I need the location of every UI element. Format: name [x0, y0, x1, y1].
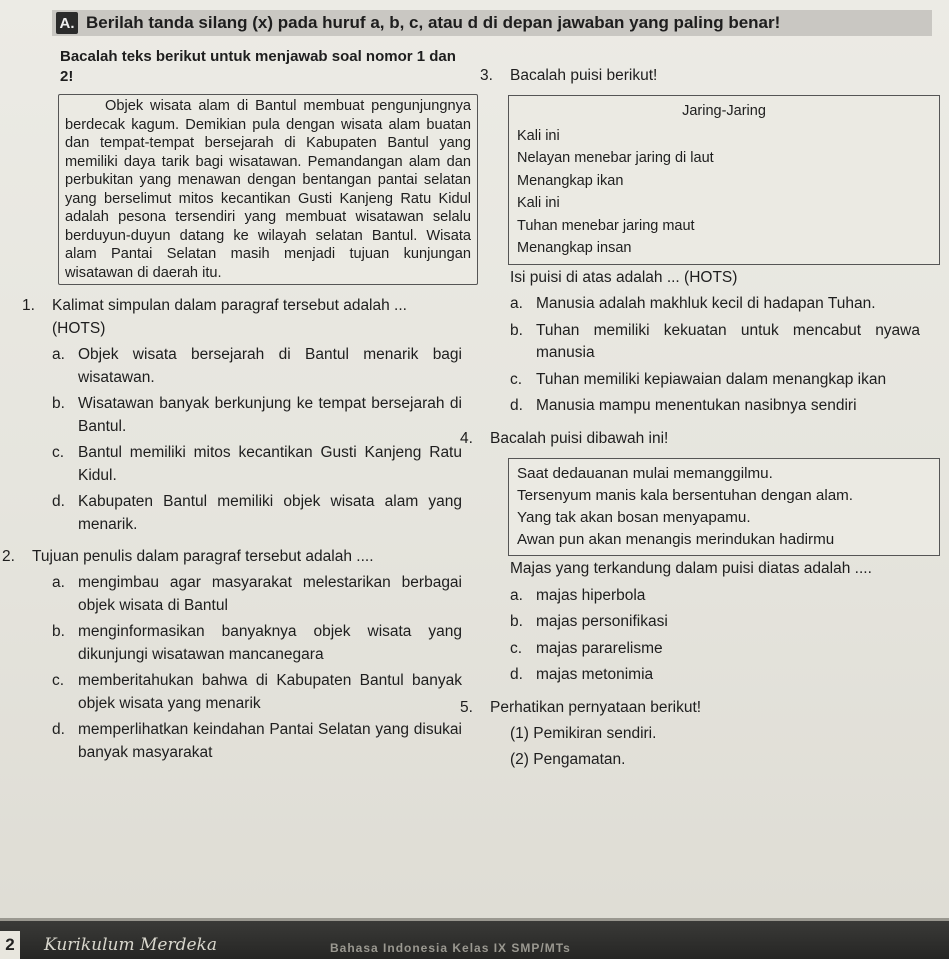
poem-line: Nelayan menebar jaring di laut	[517, 150, 714, 167]
option-letter: c.	[510, 370, 523, 388]
option-text: Tuhan memiliki kekuatan untuk mencabut nyawa manusia	[536, 321, 920, 362]
option-3d[interactable]	[510, 395, 920, 417]
section-header	[52, 10, 932, 36]
poem-line: Tersenyum manis kala bersentuhan dengan alam.	[517, 487, 854, 505]
statement-item: (1) Pemikiran sendiri.	[510, 724, 657, 742]
option-letter: c.	[52, 672, 65, 690]
option-letter: b.	[510, 613, 523, 631]
poem-title: Jaring-Jaring	[682, 103, 766, 120]
question-2	[2, 546, 462, 568]
option-text: majas personifikasi	[536, 613, 668, 631]
option-text: majas hiperbola	[536, 586, 646, 604]
option-letter: c.	[510, 639, 523, 657]
option-text: Kabupaten Bantul memiliki objek wisata alam yang menarik.	[78, 493, 462, 533]
question-3	[480, 65, 920, 87]
option-letter: d.	[510, 397, 523, 415]
question-2-options	[52, 572, 462, 764]
option-text: mengimbau agar masyarakat melestarikan berbagai objek wisata di Bantul	[78, 574, 462, 614]
option-letter: d.	[52, 721, 65, 739]
option-1c[interactable]	[52, 442, 462, 487]
option-2c[interactable]	[52, 670, 462, 715]
question-number: 3.	[480, 67, 493, 84]
question-number: 2.	[2, 548, 15, 565]
reading-passage: Objek wisata alam di Bantul membuat pengunjungnya berdecak kagum. Demikian pula dengan wisata alam buatan dan tempat-tempat bersejarah di Kabupaten Bantul yang memiliki daya tarik bagi wisatawan. Pemandangan alam dan perbukitan yang menawan dengan bentangan pantai selatan yang berselimut mitos kecantikan Gusti Kanjeng Ratu Kidul adalah pesona tersendiri yang membuat wisatawan selalu berduyun-duyun datang ke wilayah selatan Bantul. Wisata alam Pantai Selatan masih menjadi tujuan kunjungan wisatawan di daerah itu.	[58, 94, 478, 285]
option-text: Bantul memiliki mitos kecantikan Gusti Kanjeng Ratu Kidul.	[78, 444, 462, 484]
statement-item: (2) Pengamatan.	[510, 751, 626, 769]
option-text: Manusia adalah makhluk kecil di hadapan Tuhan.	[536, 295, 876, 313]
question-text: Bacalah puisi dibawah ini!	[490, 429, 669, 447]
option-text: memperlihatkan keindahan Pantai Selatan yang disukai banyak masyarakat	[78, 721, 462, 761]
subject-label: Bahasa Indonesia Kelas IX SMP/MTs	[330, 941, 571, 955]
option-4d[interactable]	[510, 664, 920, 686]
question-3-prompt: Isi puisi di atas adalah ... (HOTS)	[510, 268, 738, 286]
question-number: 1.	[22, 297, 35, 315]
poem-line: Awan pun akan menangis merindukan hadirmu	[517, 531, 835, 549]
option-4b[interactable]	[510, 611, 920, 633]
poem-box-1	[508, 95, 940, 264]
poem-line: Menangkap insan	[517, 240, 632, 257]
question-text: Perhatikan pernyataan berikut!	[490, 698, 702, 716]
poem-line: Yang tak akan bosan menyapamu.	[517, 509, 751, 527]
option-2a[interactable]	[52, 572, 462, 617]
question-number: 4.	[460, 429, 473, 447]
option-text: menginformasikan banyaknya objek wisata yang dikunjungi wisatawan mancanegara	[78, 623, 462, 663]
question-3-options	[510, 293, 920, 417]
option-text: Manusia mampu menentukan nasibnya sendiri	[536, 397, 857, 415]
poem-line: Tuhan menebar jaring maut	[517, 217, 695, 234]
option-letter: a.	[52, 574, 65, 592]
option-letter: d.	[510, 666, 523, 684]
poem-line: Kali ini	[517, 127, 560, 144]
question-text: Bacalah puisi berikut!	[510, 67, 658, 84]
poem-box-2	[508, 458, 940, 556]
question-4-options	[510, 585, 920, 687]
option-2b[interactable]	[52, 621, 462, 666]
option-text: majas pararelisme	[536, 639, 663, 657]
option-letter: a.	[510, 586, 523, 604]
question-5	[460, 697, 920, 719]
option-1b[interactable]	[52, 393, 462, 438]
option-3c[interactable]	[510, 369, 920, 391]
option-3a[interactable]	[510, 293, 920, 315]
option-2d[interactable]	[52, 719, 462, 764]
question-1	[22, 295, 462, 340]
curriculum-brand: Kurikulum Merdeka	[44, 935, 217, 955]
option-letter: d.	[52, 493, 65, 511]
option-1d[interactable]	[52, 491, 462, 536]
poem-line: Menangkap ikan	[517, 172, 624, 189]
option-letter: a.	[52, 346, 65, 364]
option-text: Tuhan memiliki kepiawaian dalam menangkap ikan	[536, 370, 887, 388]
poem-line: Kali ini	[517, 195, 560, 212]
left-column	[2, 47, 471, 764]
section-title: Berilah tanda silang (x) pada huruf a, b, c, atau d di depan jawaban yang paling benar!	[86, 13, 781, 32]
question-1-options	[52, 344, 462, 536]
option-letter: b.	[52, 623, 65, 641]
option-text: majas metonimia	[536, 666, 654, 684]
poem-line: Saat dedauanan mulai memanggilmu.	[517, 465, 773, 483]
question-4-prompt: Majas yang terkandung dalam puisi diatas adalah ....	[510, 560, 872, 578]
option-letter: c.	[52, 444, 65, 462]
option-text: Objek wisata bersejarah di Bantul menarik bagi wisatawan.	[78, 346, 462, 386]
right-column	[460, 65, 920, 772]
reading-instruction: Bacalah teks berikut untuk menjawab soal nomor 1 dan 2!	[60, 48, 456, 85]
option-letter: b.	[52, 395, 65, 413]
option-letter: b.	[510, 321, 523, 339]
option-text: memberitahukan bahwa di Kabupaten Bantul banyak objek wisata yang menarik	[78, 672, 462, 712]
question-number: 5.	[460, 698, 473, 716]
option-4a[interactable]	[510, 585, 920, 607]
option-3b[interactable]	[510, 320, 920, 365]
page-footer	[0, 918, 949, 959]
option-1a[interactable]	[52, 344, 462, 389]
option-4c[interactable]	[510, 638, 920, 660]
question-4	[460, 428, 920, 450]
question-text: Kalimat simpulan dalam paragraf tersebut adalah ... (HOTS)	[52, 297, 407, 337]
section-badge: A.	[56, 12, 78, 34]
option-text: Wisatawan banyak berkunjung ke tempat bersejarah di Bantul.	[78, 395, 462, 435]
question-5-items	[510, 723, 920, 772]
page-number: 2	[0, 931, 20, 959]
question-text: Tujuan penulis dalam paragraf tersebut adalah ....	[32, 548, 374, 565]
option-letter: a.	[510, 295, 523, 313]
